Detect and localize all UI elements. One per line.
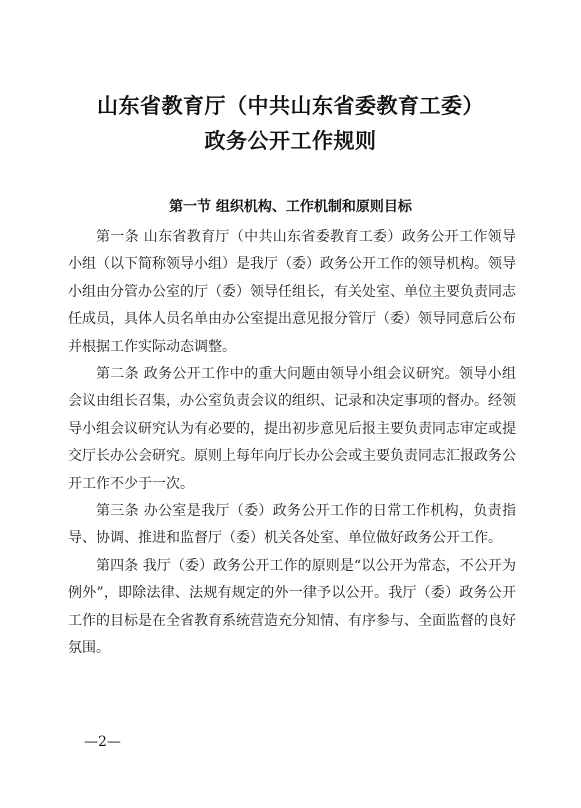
page-number: —2— bbox=[84, 734, 121, 750]
section-heading: 第一节 组织机构、工作机制和原则目标 bbox=[169, 199, 412, 215]
article-1-paragraph: 第一条 山东省教育厅（中共山东省委教育工委）政务公开工作领导小组（以下简称领导小组）是我厅（委）政务公开工作的领导机构。领导小组由分管办公室的厅（委）领导任组长，有关处室、单位主要负责同志任成员，具体人员名单由办公室提出意见报分管厅（委）领导同意后公布并根据工作实际动态调整。 bbox=[68, 229, 516, 355]
document-body bbox=[68, 224, 516, 663]
document-title-line-2: 政务公开工作规则 bbox=[204, 129, 377, 153]
article-3-paragraph: 第三条 办公室是我厅（委）政务公开工作的日常工作机构，负责指导、协调、推进和监督厅（委）机关各处室、单位做好政务公开工作。 bbox=[68, 503, 516, 547]
article-4-paragraph: 第四条 我厅（委）政务公开工作的原则是“以公开为常态，不公开为例外”，即除法律、法规有规定的外一律予以公开。我厅（委）政务公开工作的目标是在全省教育系统营造充分知情、有序参与、全面监督的良好氛围。 bbox=[68, 557, 516, 657]
document-title-line-1: 山东省教育厅（中共山东省委教育工委） bbox=[97, 94, 484, 118]
article-2-paragraph: 第二条 政务公开工作中的重大问题由领导小组会议研究。领导小组会议由组长召集，办公室负责会议的组织、记录和决定事项的督办。经领导小组会议研究认为有必要的，提出初步意见后报主要负责同志审定或提交厅长办公会研究。原则上每年向厅长办公会或主要负责同志汇报政务公开工作不少于一次。 bbox=[68, 366, 516, 492]
